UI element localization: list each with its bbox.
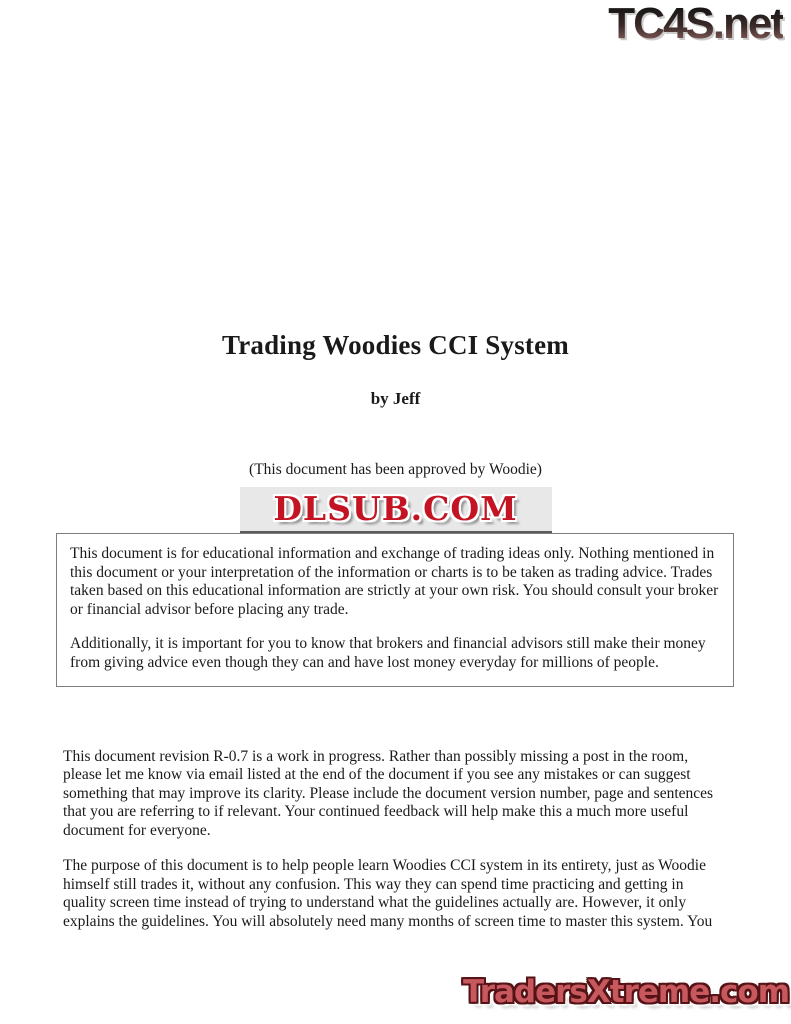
body-paragraph-2: The purpose of this document is to help people learn Woodies CCI system in its entirety, just as Woodie himself still trades it, without any confusion. This way they can spend time practicing and getting in quality screen time instead of trying to understand what the guidelines actually are. However, it only explains the guidelines. You will absolutely need many months of screen time to master this system. You [63, 857, 713, 930]
disclaimer-paragraph-2: Additionally, it is important for you to know that brokers and financial advisors still make their money from giving advice even though they can and have lost money everyday for millions of people. [70, 635, 706, 671]
disclaimer-paragraph-1: This document is for educational information and exchange of trading ideas only. Nothing mentioned in this document or your interpretation of the information or charts is to be taken as trading advice. Trades taken based on this educational information are strictly at your own risk. You should consult your broker or financial advisor before placing any trade. [70, 545, 719, 618]
tc4s-logo [608, 2, 783, 46]
tradersxtreme-logo [463, 974, 789, 1011]
tc4s-logo-text: TC4S.net [608, 0, 783, 48]
body-text [63, 748, 723, 931]
body-paragraph-1: This document revision R-0.7 is a work in progress. Rather than possibly missing a post in the room, please let me know via email listed at the end of the document if you see any mistakes or can suggest something that may improve its clarity. Please include the document version number, page and sentences that you are referring to if relevant. Your continued feedback will help make this a much more useful document for everyone. [63, 748, 714, 839]
disclaimer-box [56, 533, 734, 687]
approval-note: (This document has been approved by Woodie) [249, 461, 542, 478]
dlsub-banner [240, 487, 552, 533]
byline: by Jeff [370, 389, 421, 408]
dlsub-banner-text: DLSUB.COM [273, 489, 518, 528]
page-title: Trading Woodies CCI System [222, 330, 569, 360]
tradersxtreme-logo-text: TradersXtreme.com [462, 974, 789, 1010]
